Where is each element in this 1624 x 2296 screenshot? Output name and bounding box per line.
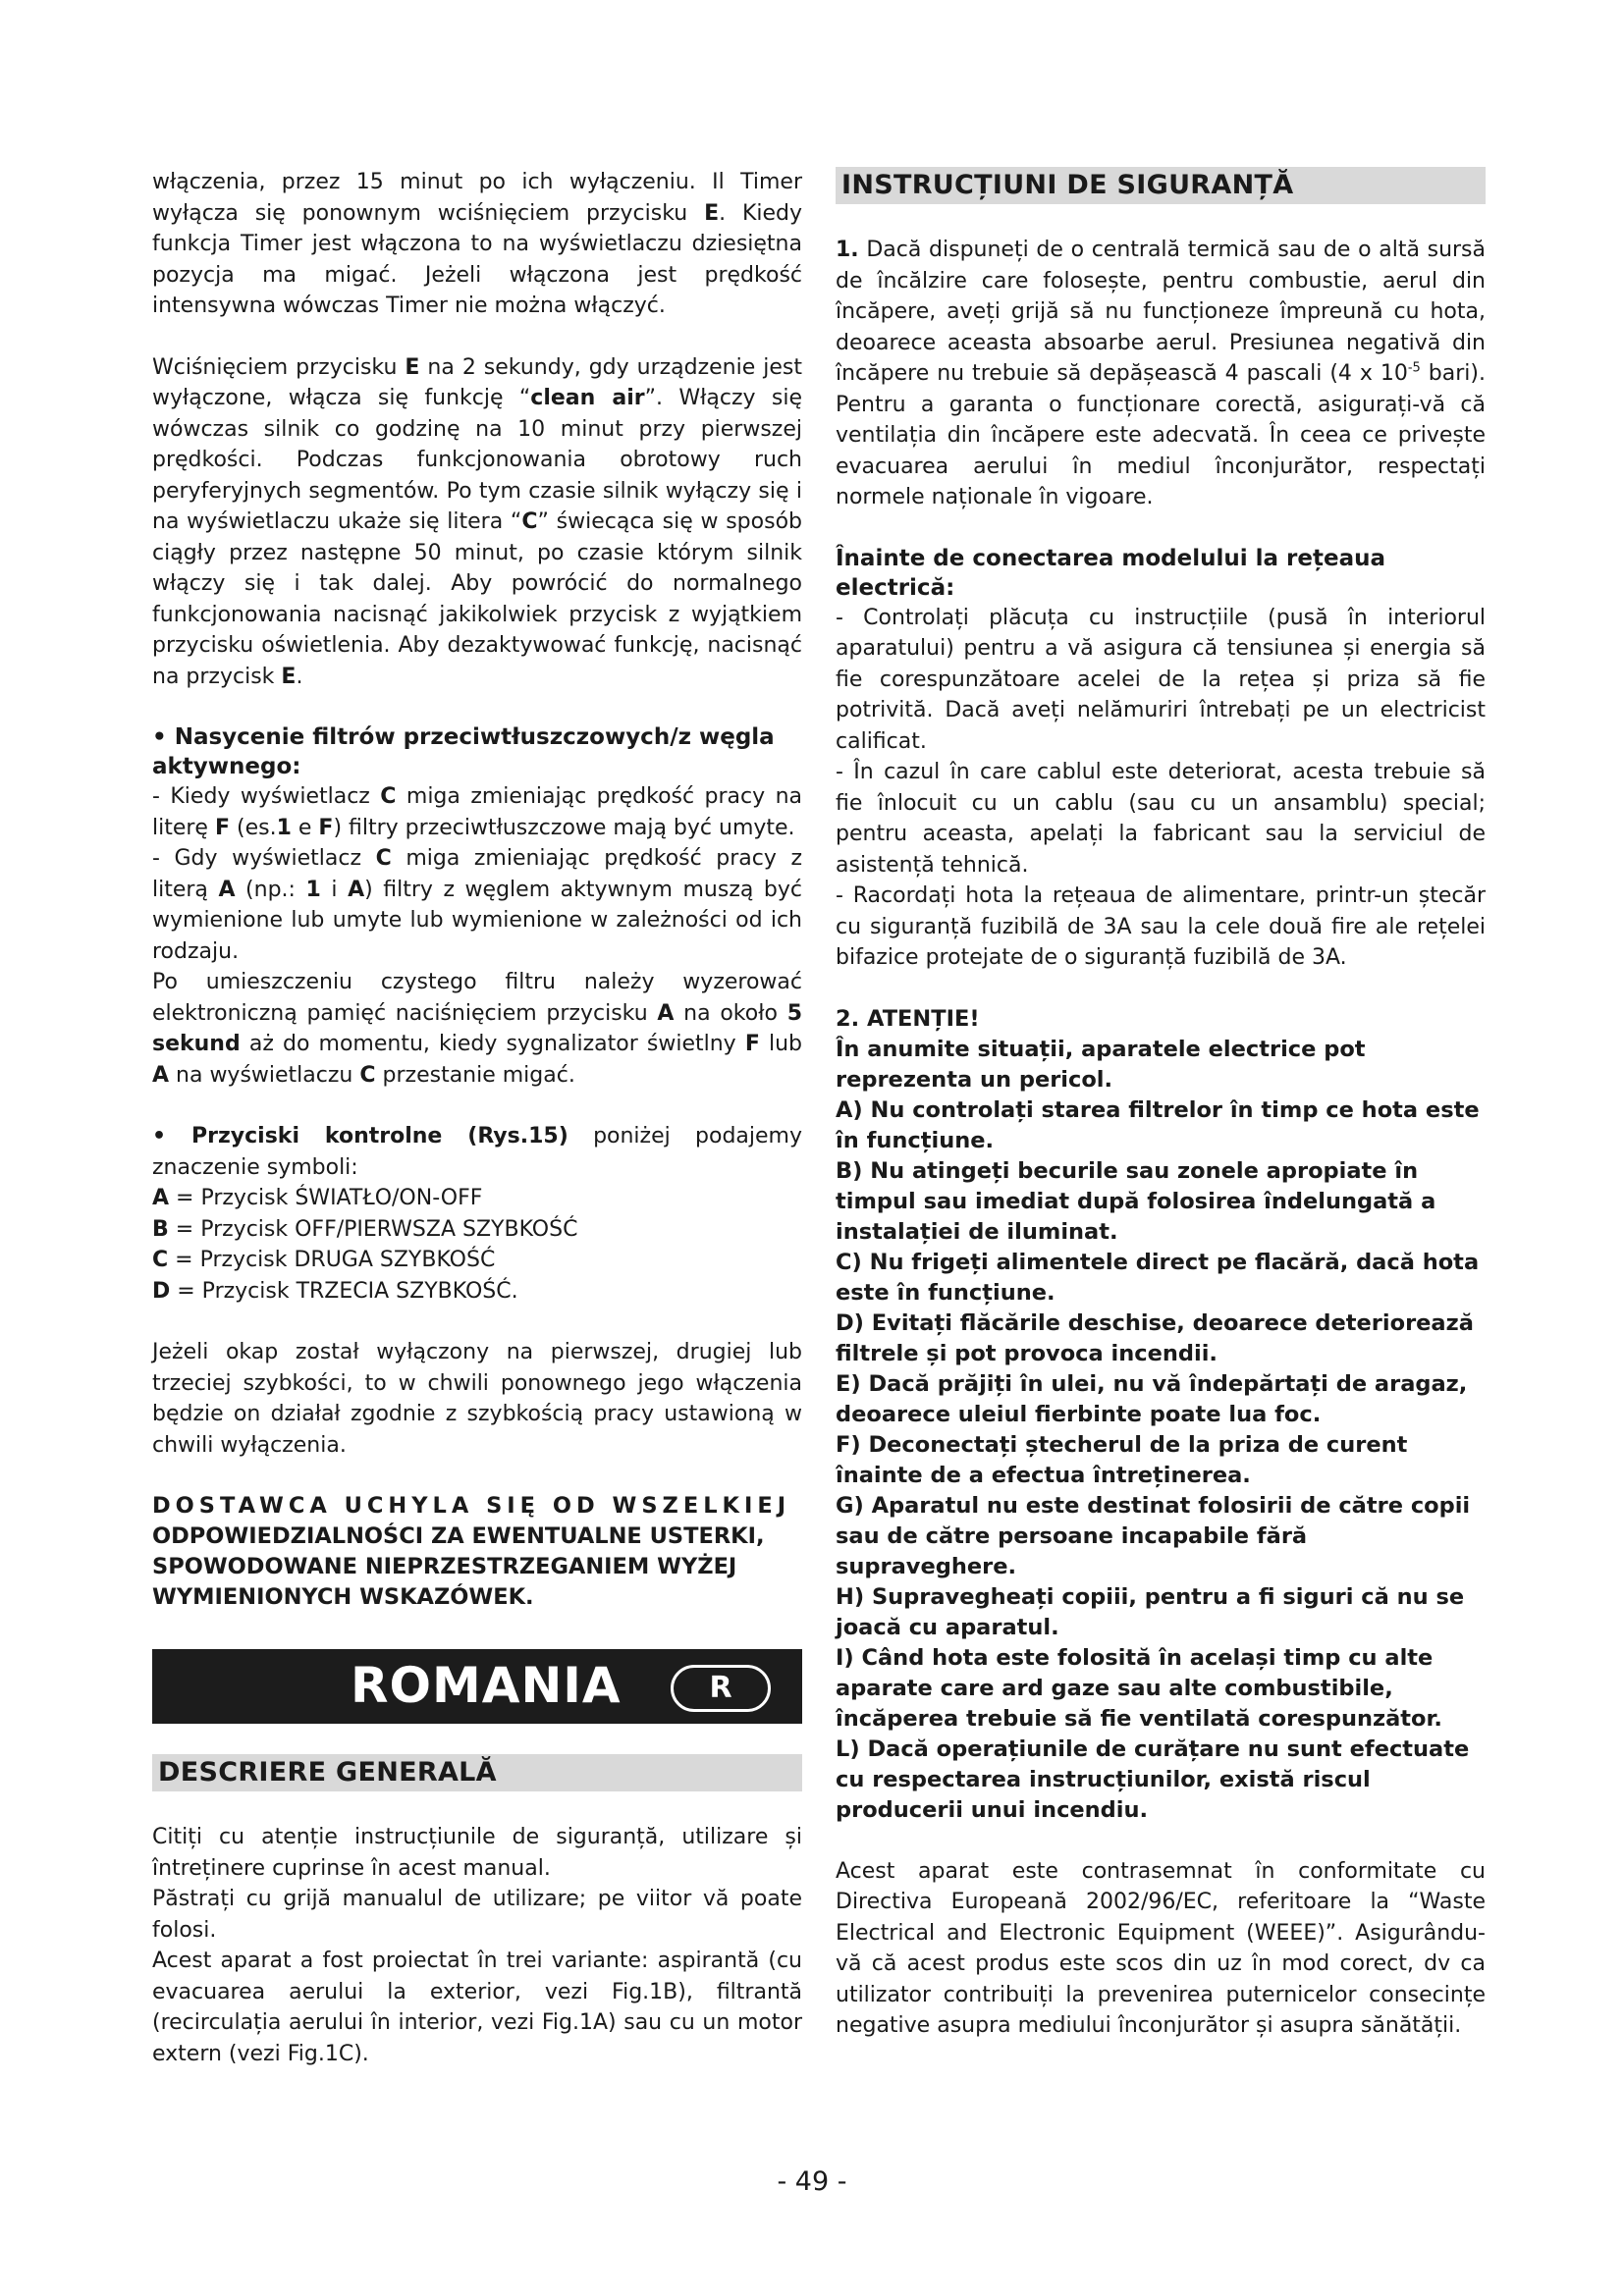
warning-item: F) Deconectați ștecherul de la priza de curent înainte de a efectua întreținerea. [836, 1431, 1408, 1488]
buttons-intro: • Przyciski kontrolne (Rys.15) poniżej podajemy znaczenie symboli: [152, 1124, 802, 1180]
connection-item: - Controlați plăcuța cu instrucțiile (pusă în interiorul aparatului) pentru a vă asigura că tensiunea și energia să fie corespunzătoare acelei de la rețea și priza să fie potrivită. Dacă aveți nelămuriri întrebați pe un electricist calificat. [836, 605, 1486, 754]
warning-item: C) Nu frigeți alimentele direct pe flacără, dacă hota este în funcțiune. [836, 1249, 1480, 1306]
warning-item: B) Nu atingeți becurile sau zonele apropiate în timpul sau imediat după folosirea îndelungată a instalației de iluminat. [836, 1157, 1436, 1245]
language-badge: R [671, 1665, 771, 1712]
filters-reset-paragraph: Po umieszczeniu czystego filtru należy wyzerować elektroniczną pamięć naciśnięciem przycisku A na około 5 sekund aż do momentu, kiedy sygnalizator świetlny F lub A na wyświetlaczu C przestanie migać. [152, 970, 803, 1088]
button-legend-b: B = Przycisk OFF/PIERWSZA SZYBKOŚĆ [152, 1216, 578, 1242]
speed-memory-paragraph: Jeżeli okap został wyłączony na pierwszej, drugiej lub trzeciej szybkości, to w chwili ponownego jego włączenia będzie on działał zgodnie z szybkością pracy ustawioną w chwili wyłączenia. [152, 1340, 802, 1458]
safety-paragraph-1: 1. Dacă dispuneți de o centrală termică sau de o altă sursă de încălzire care folosește, pentru combustie, aerul din încăpere, aveți grijă să nu funcționeze împreună cu hota, deoarece aceasta absoarbe aerul. Presiunea negativă din încăpere nu trebuie să depășească 4 pascali (4 x $10^{-5}$ bari). Pentru a garanta o funcționare corectă, asigurați-vă că ventilația din încăpere este adecvată. În ceea ce privește evacuarea aerului în mediul înconjurător, respectați normele naționale în vigoare. [836, 238, 1486, 509]
descriere-paragraph: Păstrați cu grijă manualul de utilizare; pe viitor vă poate folosi. [152, 1887, 802, 1943]
button-legend-a: A = Przycisk ŚWIATŁO/ON-OFF [152, 1186, 483, 1210]
warning-item: D) Evitați flăcările deschise, deoarece deteriorează filtrele și pot provoca incendii. [836, 1309, 1474, 1366]
atentie-intro: În anumite situații, aparatele electrice pot reprezenta un pericol. [836, 1036, 1366, 1093]
warning-item: A) Nu controlați starea filtrelor în timp ce hota este în funcțiune. [836, 1096, 1480, 1153]
atentie-heading: 2. ATENȚIE! [836, 1005, 980, 1032]
right-column [836, 167, 1486, 2042]
page-number: - 49 - [777, 2166, 847, 2197]
timer-paragraph: włączenia, przez 15 minut po ich wyłączeniu. Il Timer wyłącza się ponownym wciśnięciem przycisku E. Kiedy funkcja Timer jest włączona to na wyświetlaczu dziesiętna pozycja ma migać. Jeżeli włączona jest prędkość intensywna wówczas Timer nie można włączyć. [152, 170, 803, 318]
clean-air-paragraph: Wciśnięciem przycisku E na 2 sekundy, gdy urządzenie jest wyłączone, włącza się funkcję “clean air”. Włączy się wówczas silnik co godzinę na 10 minut przy pierwszej prędkości. Podczas funkcjonowania obrotowy ruch peryferyjnych segmentów. Po tym czasie silnik wyłączy się i na wyświetlaczu ukaże się litera “C” świecąca się w sposób ciągły przez następne 50 minut, po czasie którym silnik włączy się i tak dalej. Aby powrócić do normalnego funkcjonowania nacisnąć jakikolwiek przycisk z wyjątkiem przycisku oświetlenia. Aby dezaktywować funkcję, nacisnąć na przycisk E. [152, 354, 802, 689]
button-legend-c: C = Przycisk DRUGA SZYBKOŚĆ [152, 1248, 496, 1272]
language-banner [152, 1649, 802, 1724]
button-legend-d: D = Przycisk TRZECIA SZYBKOŚĆ. [152, 1278, 518, 1304]
filters-grease-paragraph: - Kiedy wyświetlacz C miga zmieniając prędkość pracy na literę F (es.1 e F) filtry przeciwtłuszczowe mają być umyte. [152, 784, 802, 840]
filters-heading: • Nasycenie filtrów przeciwtłuszczowych/z węgla aktywnego: [152, 724, 775, 779]
warning-item: L) Dacă operațiunile de curățare nu sunt efectuate cu respectarea instrucțiunilor, există riscul producerii unui incendiu. [836, 1735, 1470, 1823]
connection-item: - În cazul în care cablul este deteriorat, acesta trebuie să fie înlocuit cu un cablu (sau cu un ansamblu) special; pentru aceasta, apelați la fabricant sau la serviciul de asistență tehnică. [836, 760, 1486, 878]
warning-item: E) Dacă prăjiți în ulei, nu vă îndepărtați de aragaz, deoarece uleiul fierbinte poate lua foc. [836, 1370, 1468, 1427]
section-heading-siguranta: INSTRUCȚIUNI DE SIGURANȚĂ [836, 167, 1486, 204]
filters-carbon-paragraph: - Gdy wyświetlacz C miga zmieniając prędkość pracy z literą A (np.: 1 i A) filtry z węglem aktywnym muszą być wymienione lub umyte lub wymienione w zależności od ich rodzaju. [152, 846, 802, 964]
warning-item: I) Când hota este folosită în același timp cu alte aparate care ard gaze sau alte combustibile, încăperea trebuie să fie ventilată corespunzător. [836, 1644, 1442, 1732]
warning-item: H) Supravegheați copiii, pentru a fi siguri că nu se joacă cu aparatul. [836, 1583, 1465, 1640]
connection-heading: Înainte de conectarea modelului la rețeaua electrică: [836, 545, 1386, 601]
weee-paragraph: Acest aparat este contrasemnat în conformitate cu Directiva Europeană 2002/96/EC, referitoare la “Waste Electrical and Electronic Equipment (WEEE)”. Asigurându-vă că acest produs este scos din uz în mod corect, dv ca utilizator contribuiți la prevenirea puternicelor consecințe negative asupra mediului înconjurător și asupra sănătății. [836, 1858, 1486, 2038]
descriere-paragraph: Acest aparat a fost proiectat în trei variante: aspirantă (cu evacuarea aerului la exterior, vezi Fig.1B), filtrantă (recirculația aerului în interior, vezi Fig.1A) sau cu un motor extern (vezi Fig.1C). [152, 1949, 802, 2066]
banner-title: ROMANIA [351, 1657, 622, 1714]
descriere-paragraph: Citiți cu atenție instrucțiunile de siguranță, utilizare și întreținere cuprinse în acest manual. [152, 1825, 802, 1881]
warning-item: G) Aparatul nu este destinat folosirii de către copii sau de către persoane incapabile fără supraveghere. [836, 1492, 1471, 1579]
disclaimer: DOSTAWCA UCHYLA SIĘ OD WSZELKIEJ ODPOWIEDZIALNOŚCI ZA EWENTUALNE USTERKI, SPOWODOWANE NIEPRZESTRZEGANIEM WYŻEJ WYMIENIONYCH WSKAZÓWEK. [152, 1493, 791, 1610]
connection-item: - Racordați hota la rețeaua de alimentare, printr-un ștecăr cu siguranță fuzibilă de 3A sau la cele două fire ale rețelei bifazice protejate de o siguranță fuzibilă de 3A. [836, 883, 1486, 970]
section-heading-descriere: DESCRIERE GENERALĂ [152, 1754, 802, 1791]
left-column [152, 167, 802, 2069]
